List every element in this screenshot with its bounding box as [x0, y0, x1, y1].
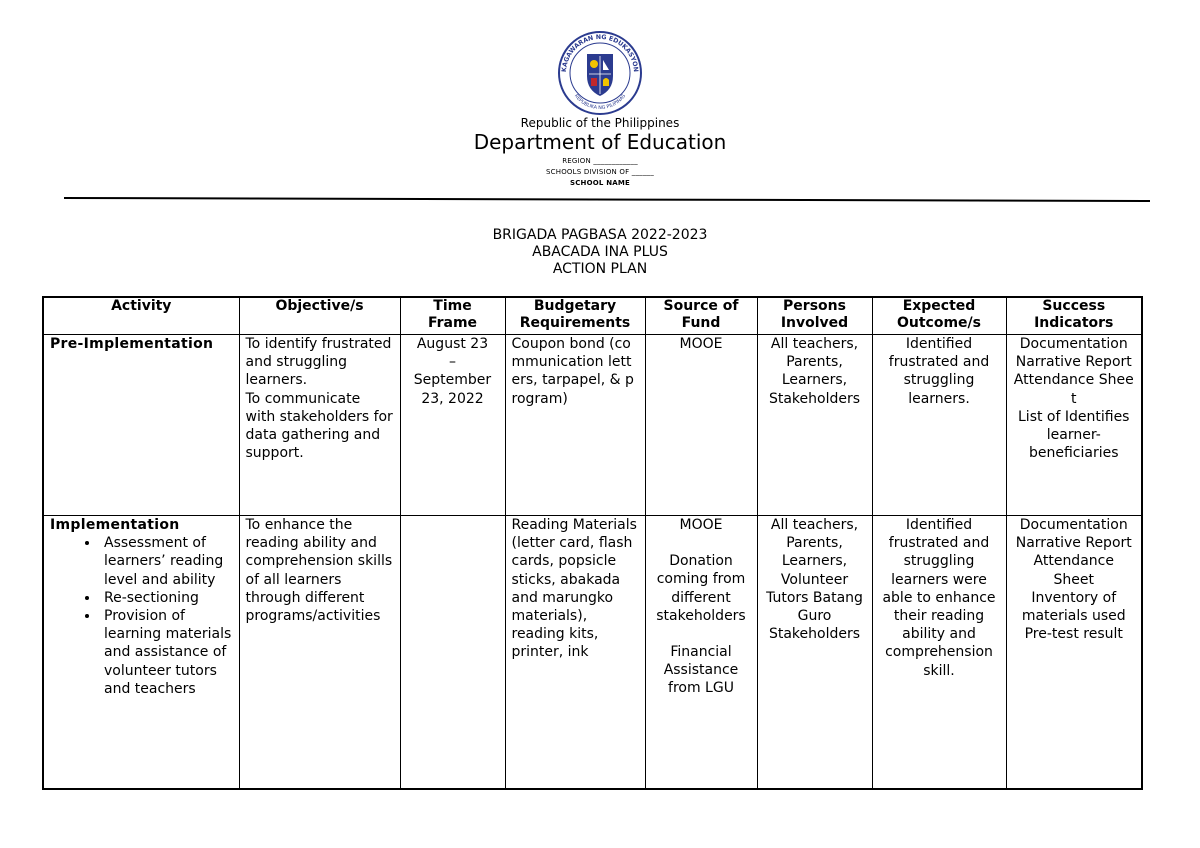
header-persons-involved: Persons Involved — [757, 297, 872, 335]
table-header-row — [43, 297, 1142, 335]
indicator-line: Pre-test result — [1024, 626, 1123, 643]
cell-outcome: Identified frustrated and struggling learners. — [872, 335, 1006, 516]
cell-activity — [43, 516, 239, 790]
indicator-line: Documentation — [1019, 517, 1128, 533]
source-line: Donation coming from different stakeholders — [656, 553, 746, 624]
indicator-line: Documentation — [1019, 336, 1128, 352]
cell-source — [645, 516, 757, 790]
list-item: • Assessment of learners’ reading level and ability — [100, 534, 233, 589]
indicator-line: Inventory of materials used — [1021, 589, 1126, 625]
list-item: • Provision of learning materials and assistance of volunteer tutors and teachers — [100, 607, 233, 698]
activity-list — [50, 534, 233, 698]
header-time-frame: Time Frame — [400, 297, 505, 335]
objective-line: To communicate with stakeholders for data gathering and support. — [245, 390, 393, 462]
list-item: • Re-sectioning — [100, 589, 233, 607]
cell-budget: Coupon bond (communication letters, tarpapel, & program) — [505, 335, 645, 516]
header-divider — [64, 197, 1150, 202]
indicator-line: List of Identifies learner-beneficiaries — [1018, 408, 1130, 462]
cell-time-frame — [400, 335, 505, 516]
seal-ring-top-text: KAGAWARAN NG EDUKASYON — [560, 33, 640, 73]
indicator-line: Narrative Report — [1015, 535, 1132, 552]
table-row-pre-implementation — [43, 335, 1142, 516]
header-expected-outcomes: Expected Outcome/s — [872, 297, 1006, 335]
deped-seal-icon — [557, 30, 643, 116]
indicator-line: Attendance Sheet — [1013, 372, 1134, 407]
cell-objectives — [239, 335, 400, 516]
cell-activity: Pre-Implementation — [43, 335, 239, 516]
title-line-3: ACTION PLAN — [552, 261, 648, 277]
header-objectives: Objective/s — [239, 297, 400, 335]
objective-line: To identify frustrated and struggling learners. — [245, 336, 392, 389]
region-line: REGION ____________ — [562, 157, 638, 165]
time-frame-line: August 23 — [416, 336, 489, 352]
table-row-implementation — [43, 516, 1142, 790]
action-plan-table — [42, 296, 1143, 790]
republic-text: Republic of the Philippines — [520, 116, 680, 130]
time-frame-line: 23, 2022 — [421, 390, 484, 407]
cell-indicators — [1006, 335, 1142, 516]
seal-ring-bottom-text: REPUBLIKA NG PILIPINAS — [572, 93, 628, 111]
title-line-1: BRIGADA PAGBASA 2022-2023 — [492, 227, 708, 243]
cell-indicators — [1006, 516, 1142, 790]
time-frame-line: September — [413, 372, 492, 389]
header-success-indicators: Success Indicators — [1006, 297, 1142, 335]
cell-source: MOOE — [645, 335, 757, 516]
source-line: MOOE — [679, 517, 723, 533]
department-title: Department of Education — [473, 130, 727, 154]
cell-persons: All teachers, Parents, Learners, Stakeholders — [757, 335, 872, 516]
activity-title: Implementation — [50, 517, 180, 533]
time-frame-line: – — [449, 354, 456, 371]
title-line-2: ABACADA INA PLUS — [532, 244, 668, 260]
cell-budget: Reading Materials (letter card, flash cards, popsicle sticks, abakada and marungko materials), reading kits, printer, ink — [505, 516, 645, 790]
indicator-line: Narrative Report — [1015, 354, 1132, 371]
indicator-line: Attendance Sheet — [1033, 553, 1114, 588]
document-titles — [0, 227, 1200, 278]
cell-time-frame — [400, 516, 505, 790]
cell-persons: All teachers, Parents, Learners, Volunteer Tutors Batang Guro Stakeholders — [757, 516, 872, 790]
cell-objectives: To enhance the reading ability and comprehension skills of all learners through different programs/activities — [239, 516, 400, 790]
division-line: SCHOOLS DIVISION OF ______ — [546, 168, 654, 176]
cell-outcome: Identified frustrated and struggling learners were able to enhance their reading ability and comprehension skill. — [872, 516, 1006, 790]
header-budget: Budgetary Requirements — [505, 297, 645, 335]
source-line: Financial Assistance from LGU — [663, 644, 739, 697]
school-name-line: SCHOOL NAME — [569, 179, 631, 187]
header-source-of-fund: Source of Fund — [645, 297, 757, 335]
header-activity: Activity — [43, 297, 239, 335]
